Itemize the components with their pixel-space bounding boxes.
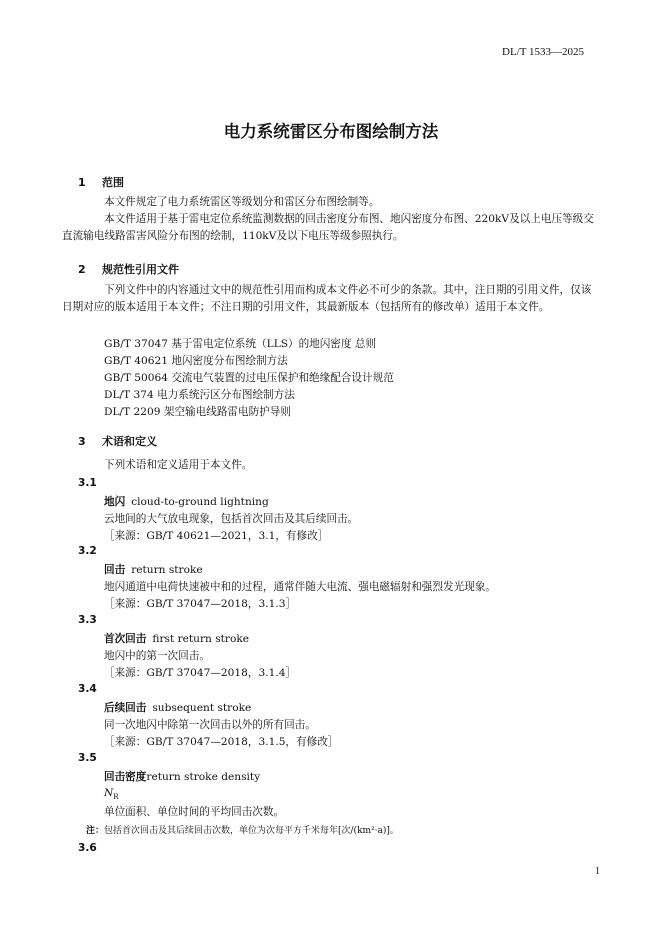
term-definition: 地闪中的第一次回击。 bbox=[104, 650, 210, 662]
section-number: 2 bbox=[78, 263, 86, 276]
section-1-paragraph-1 bbox=[62, 194, 598, 211]
section-number: 3 bbox=[78, 435, 86, 448]
term-english: subsequent stroke bbox=[152, 702, 252, 714]
note-text: 包括首次回击及其后续回击次数，单位为次每平方千米每年[次/(km²·a)]。 bbox=[104, 826, 399, 836]
section-number: 1 bbox=[78, 176, 86, 189]
section-1-heading bbox=[78, 174, 124, 190]
term-number: 3.5 bbox=[78, 752, 97, 764]
reference-item: DL/T 374 电力系统污区分布图绘制方法 bbox=[104, 389, 295, 401]
term-source: ［来源：GB/T 37047—2018，3.1.3］ bbox=[104, 598, 297, 610]
reference-item: GB/T 50064 交流电气装置的过电压保护和绝缘配合设计规范 bbox=[104, 372, 394, 384]
term-source: ［来源：GB/T 37047—2018，3.1.4］ bbox=[104, 667, 297, 679]
page-number: 1 bbox=[595, 866, 600, 877]
term-number: 3.1 bbox=[78, 477, 97, 489]
paragraph-text: 本文件规定了电力系统雷区等级划分和雷区分布图绘制等。 bbox=[104, 196, 380, 208]
symbol-subscript: R bbox=[113, 793, 119, 802]
term-source: ［来源：GB/T 40621—2021，3.1，有修改］ bbox=[104, 530, 329, 542]
section-title: 范围 bbox=[102, 176, 124, 189]
term-english: return stroke bbox=[131, 564, 203, 576]
term-number: 3.4 bbox=[78, 683, 97, 695]
section-2-heading bbox=[78, 261, 179, 277]
term-number: 3.3 bbox=[78, 614, 97, 626]
term-heading bbox=[104, 769, 260, 784]
term-chinese: 后续回击 bbox=[104, 702, 147, 714]
section-title: 规范性引用文件 bbox=[102, 263, 179, 276]
term-number: 3.2 bbox=[78, 545, 97, 557]
section-title: 术语和定义 bbox=[102, 435, 157, 448]
term-heading bbox=[104, 494, 269, 509]
page-title: 电力系统雷区分布图绘制方法 bbox=[223, 122, 439, 141]
symbol-letter: N bbox=[104, 787, 114, 799]
paragraph-text: 本文件适用于基于雷电定位系统监测数据的回击密度分布图、地闪密度分布图、220kV及以上电压等级交直流输电线路雷害风险分布图的绘制，110kV及以下电压等级参照执行。 bbox=[62, 213, 594, 242]
term-chinese: 地闪 bbox=[104, 496, 126, 508]
term-heading bbox=[104, 700, 251, 715]
term-note bbox=[86, 823, 399, 836]
section-3-heading bbox=[78, 433, 157, 449]
reference-item: GB/T 40621 地闪密度分布图绘制方法 bbox=[104, 355, 288, 367]
term-chinese: 首次回击 bbox=[104, 633, 147, 645]
term-definition: 地闪通道中电荷快速被中和的过程，通常伴随大电流、强电磁辐射和强烈发光现象。 bbox=[104, 581, 496, 593]
term-definition: 单位面积、单位时间的平均回击次数。 bbox=[104, 806, 285, 818]
term-definition: 云地间的大气放电现象，包括首次回击及其后续回击。 bbox=[104, 513, 359, 525]
note-label: 注： bbox=[86, 826, 105, 836]
section-2-paragraph-1 bbox=[62, 282, 598, 316]
paragraph-text: 下列文件中的内容通过文中的规范性引用而构成本文件必不可少的条款。其中，注日期的引用文件，仅该日期对应的版本适用于本文件；不注日期的引用文件，其最新版本（包括所有的修改单）适用于本文件。 bbox=[62, 284, 592, 313]
reference-item: DL/T 2209 架空输电线路雷电防护导则 bbox=[104, 406, 291, 418]
document-code: DL/T 1533—2025 bbox=[502, 46, 584, 58]
term-english: first return stroke bbox=[152, 633, 250, 645]
term-source: ［来源：GB/T 37047—2018，3.1.5，有修改］ bbox=[104, 736, 339, 748]
section-3-intro: 下列术语和定义适用于本文件。 bbox=[104, 459, 253, 471]
section-1-paragraph-2 bbox=[62, 211, 598, 245]
term-english: return stroke density bbox=[146, 771, 261, 783]
term-chinese: 回击 bbox=[104, 564, 126, 576]
term-definition: 同一次地闪中除第一次回击以外的所有回击。 bbox=[104, 719, 316, 731]
term-heading bbox=[104, 562, 203, 577]
term-number: 3.6 bbox=[78, 842, 97, 854]
term-chinese: 回击密度 bbox=[104, 771, 147, 783]
reference-item: GB/T 37047 基于雷电定位系统（LLS）的地闪密度 总则 bbox=[104, 338, 377, 350]
term-english: cloud-to-ground lightning bbox=[131, 496, 269, 508]
term-heading bbox=[104, 631, 249, 646]
term-symbol bbox=[104, 787, 119, 801]
